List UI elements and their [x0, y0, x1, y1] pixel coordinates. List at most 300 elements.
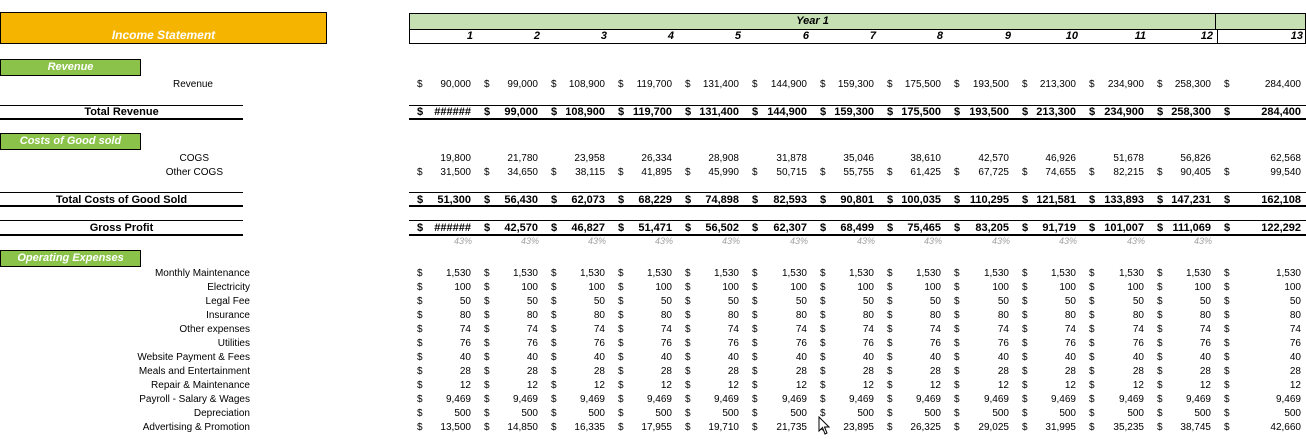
value-cell[interactable]	[610, 323, 677, 337]
value-cell[interactable]	[812, 78, 879, 92]
value-cell[interactable]	[1014, 323, 1081, 337]
value-cell[interactable]	[1014, 267, 1081, 281]
value-cell[interactable]	[879, 281, 946, 295]
row-label[interactable]: Depreciation	[193, 408, 250, 419]
value-cell[interactable]	[409, 407, 476, 421]
value-cell[interactable]	[610, 281, 677, 295]
value-cell[interactable]	[812, 323, 879, 337]
value-cell[interactable]	[744, 351, 812, 365]
value-cell[interactable]	[677, 323, 744, 337]
value-cell[interactable]	[1014, 309, 1081, 323]
income-statement-title-cell[interactable]	[0, 12, 327, 44]
row-label[interactable]: Monthly Maintenance	[154, 268, 250, 279]
gross-margin-percent[interactable]: 43%	[923, 236, 942, 246]
value-cell[interactable]	[677, 365, 744, 379]
value-cell[interactable]	[543, 379, 610, 393]
value-cell[interactable]	[1149, 337, 1216, 351]
value-cell[interactable]	[879, 78, 946, 92]
cell-value: 74	[862, 324, 874, 335]
value-cell[interactable]	[409, 379, 476, 393]
value-cell[interactable]	[610, 105, 677, 119]
value-cell[interactable]	[610, 337, 677, 351]
value-cell[interactable]	[812, 221, 879, 235]
month-header-3[interactable]: 3	[600, 30, 607, 42]
value-cell[interactable]	[1149, 379, 1216, 393]
value-cell[interactable]	[1081, 337, 1149, 351]
section-operating-expenses[interactable]: Operating Expenses	[0, 250, 141, 267]
value-cell[interactable]	[946, 105, 1014, 119]
value-cell[interactable]	[1216, 281, 1306, 295]
month-header-7[interactable]: 7	[869, 30, 876, 42]
gross-margin-percent[interactable]: 43%	[856, 236, 875, 246]
gross-margin-percent[interactable]: 43%	[1058, 236, 1077, 246]
value-cell[interactable]	[946, 351, 1014, 365]
value-cell[interactable]	[409, 152, 476, 166]
value-cell[interactable]	[409, 78, 476, 92]
value-cell[interactable]	[476, 152, 543, 166]
value-cell[interactable]	[677, 393, 744, 407]
value-cell[interactable]	[879, 267, 946, 281]
value-cell[interactable]	[543, 267, 610, 281]
currency-symbol: $	[685, 79, 691, 90]
value-cell[interactable]	[677, 281, 744, 295]
value-cell[interactable]	[1216, 351, 1306, 365]
gross-margin-percent[interactable]: 43%	[1126, 236, 1145, 246]
value-cell[interactable]	[946, 295, 1014, 309]
value-cell[interactable]	[1014, 407, 1081, 421]
value-cell[interactable]	[677, 105, 744, 119]
value-cell[interactable]	[744, 421, 812, 435]
gross-margin-percent[interactable]: 43%	[991, 236, 1010, 246]
value-cell[interactable]	[1081, 281, 1149, 295]
value-cell[interactable]	[409, 351, 476, 365]
value-cell[interactable]	[1081, 309, 1149, 323]
value-cell[interactable]	[946, 152, 1014, 166]
value-cell[interactable]	[879, 309, 946, 323]
value-cell[interactable]	[946, 221, 1014, 235]
value-cell[interactable]	[476, 267, 543, 281]
value-cell[interactable]	[879, 323, 946, 337]
value-cell[interactable]	[1149, 221, 1216, 235]
value-cell[interactable]	[879, 365, 946, 379]
value-cell[interactable]	[409, 281, 476, 295]
value-cell[interactable]	[1149, 105, 1216, 119]
value-cell[interactable]	[1081, 407, 1149, 421]
gross-margin-percent[interactable]: 43%	[654, 236, 673, 246]
value-cell[interactable]	[1216, 152, 1306, 166]
value-cell[interactable]	[677, 407, 744, 421]
value-cell[interactable]	[677, 309, 744, 323]
value-cell[interactable]	[744, 337, 812, 351]
section-cogs[interactable]: Costs of Good sold	[0, 133, 141, 150]
value-cell[interactable]	[677, 166, 744, 180]
value-cell[interactable]	[1216, 365, 1306, 379]
row-label[interactable]: Payroll - Salary & Wages	[139, 394, 250, 405]
value-cell[interactable]	[879, 407, 946, 421]
value-cell[interactable]	[610, 407, 677, 421]
value-cell[interactable]	[946, 421, 1014, 435]
value-cell[interactable]	[1216, 421, 1306, 435]
value-cell[interactable]	[1149, 309, 1216, 323]
value-cell[interactable]	[1014, 379, 1081, 393]
value-cell[interactable]	[744, 393, 812, 407]
value-cell[interactable]	[1014, 337, 1081, 351]
value-cell[interactable]	[946, 323, 1014, 337]
currency-symbol: $	[484, 282, 490, 293]
value-cell[interactable]	[1216, 166, 1306, 180]
value-cell[interactable]	[610, 221, 677, 235]
value-cell[interactable]	[744, 295, 812, 309]
value-cell[interactable]	[879, 421, 946, 435]
value-cell[interactable]	[812, 393, 879, 407]
value-cell[interactable]	[812, 152, 879, 166]
value-cell[interactable]	[946, 309, 1014, 323]
value-cell[interactable]	[946, 78, 1014, 92]
value-cell[interactable]	[812, 281, 879, 295]
gross-margin-percent[interactable]: 43%	[453, 236, 472, 246]
value-cell[interactable]	[879, 393, 946, 407]
value-cell[interactable]	[543, 421, 610, 435]
cell-value: 46,926	[1045, 153, 1076, 164]
value-cell[interactable]	[879, 351, 946, 365]
currency-symbol: $	[752, 222, 759, 234]
value-cell[interactable]	[1216, 379, 1306, 393]
value-cell[interactable]	[1014, 166, 1081, 180]
value-cell[interactable]	[409, 193, 476, 207]
value-cell[interactable]	[1014, 221, 1081, 235]
cell-value: 500	[454, 408, 471, 419]
value-cell[interactable]	[1149, 267, 1216, 281]
currency-symbol: $	[1089, 79, 1095, 90]
value-cell[interactable]	[476, 323, 543, 337]
value-cell[interactable]	[409, 365, 476, 379]
value-cell[interactable]	[409, 105, 476, 119]
value-cell[interactable]	[1149, 351, 1216, 365]
value-cell[interactable]	[677, 379, 744, 393]
value-cell[interactable]	[476, 379, 543, 393]
value-cell[interactable]	[1081, 193, 1149, 207]
value-cell[interactable]	[543, 393, 610, 407]
value-cell[interactable]	[1149, 421, 1216, 435]
month-header-11[interactable]: 11	[1134, 30, 1146, 42]
value-cell[interactable]	[476, 337, 543, 351]
value-cell[interactable]	[543, 281, 610, 295]
value-cell[interactable]	[610, 421, 677, 435]
row-label[interactable]: Other expenses	[179, 324, 250, 335]
cell-value: 13,500	[440, 422, 471, 433]
value-cell[interactable]	[610, 78, 677, 92]
value-cell[interactable]	[1081, 105, 1149, 119]
value-cell[interactable]	[409, 267, 476, 281]
value-cell[interactable]	[409, 323, 476, 337]
value-cell[interactable]	[1014, 281, 1081, 295]
value-cell[interactable]	[1149, 323, 1216, 337]
value-cell[interactable]	[610, 393, 677, 407]
value-cell[interactable]	[946, 337, 1014, 351]
value-cell[interactable]	[1014, 351, 1081, 365]
value-cell[interactable]	[1014, 365, 1081, 379]
month-header-12[interactable]: 12	[1200, 30, 1213, 42]
currency-symbol: $	[551, 380, 557, 391]
value-cell[interactable]	[879, 166, 946, 180]
value-cell[interactable]	[476, 393, 543, 407]
value-cell[interactable]	[610, 152, 677, 166]
value-cell[interactable]	[543, 351, 610, 365]
value-cell[interactable]	[543, 337, 610, 351]
value-cell[interactable]	[1216, 393, 1306, 407]
value-cell[interactable]	[1216, 407, 1306, 421]
value-cell[interactable]	[1081, 393, 1149, 407]
month-header-8[interactable]: 8	[936, 30, 943, 42]
value-cell[interactable]	[1149, 166, 1216, 180]
value-cell[interactable]	[543, 221, 610, 235]
value-cell[interactable]	[677, 193, 744, 207]
value-cell[interactable]	[812, 309, 879, 323]
value-cell[interactable]	[1149, 295, 1216, 309]
value-cell[interactable]	[744, 309, 812, 323]
value-cell[interactable]	[677, 267, 744, 281]
value-cell[interactable]	[543, 407, 610, 421]
value-cell[interactable]	[1014, 78, 1081, 92]
value-cell[interactable]	[1216, 309, 1306, 323]
value-cell[interactable]	[476, 78, 543, 92]
value-cell[interactable]	[1081, 152, 1149, 166]
value-cell[interactable]	[1216, 105, 1306, 119]
value-cell[interactable]	[1081, 421, 1149, 435]
gross-margin-percent[interactable]: 43%	[587, 236, 606, 246]
value-cell[interactable]	[543, 78, 610, 92]
value-cell[interactable]	[1149, 193, 1216, 207]
value-cell[interactable]	[744, 281, 812, 295]
value-cell[interactable]	[1149, 152, 1216, 166]
value-cell[interactable]	[812, 379, 879, 393]
value-cell[interactable]	[543, 295, 610, 309]
value-cell[interactable]	[610, 267, 677, 281]
cell-value: 100	[588, 282, 605, 293]
month-header-5[interactable]: 5	[734, 30, 741, 42]
value-cell[interactable]	[1014, 193, 1081, 207]
section-revenue[interactable]: Revenue	[0, 59, 141, 76]
value-cell[interactable]	[543, 365, 610, 379]
value-cell[interactable]	[1014, 421, 1081, 435]
value-cell[interactable]	[744, 365, 812, 379]
value-cell[interactable]	[946, 166, 1014, 180]
row-label[interactable]: Gross Profit	[89, 222, 154, 234]
value-cell[interactable]	[610, 295, 677, 309]
gross-margin-percent[interactable]: 43%	[520, 236, 539, 246]
gross-margin-percent[interactable]: 43%	[1193, 236, 1212, 246]
row-label[interactable]: Utilities	[217, 338, 250, 349]
cell-value: 159,300	[837, 79, 874, 90]
value-cell[interactable]	[744, 407, 812, 421]
value-cell[interactable]	[1216, 221, 1306, 235]
value-cell[interactable]	[409, 221, 476, 235]
value-cell[interactable]	[1081, 166, 1149, 180]
row-label[interactable]: Electricity	[207, 282, 250, 293]
value-cell[interactable]	[1149, 281, 1216, 295]
cell-value: 12	[1199, 380, 1211, 391]
value-cell[interactable]	[812, 351, 879, 365]
value-cell[interactable]	[744, 221, 812, 235]
value-cell[interactable]	[543, 166, 610, 180]
value-cell[interactable]	[1216, 323, 1306, 337]
month-header-13[interactable]: 13	[1290, 30, 1303, 42]
value-cell[interactable]	[543, 105, 610, 119]
value-cell[interactable]	[476, 281, 543, 295]
value-cell[interactable]	[610, 365, 677, 379]
value-cell[interactable]	[476, 105, 543, 119]
value-cell[interactable]	[1081, 323, 1149, 337]
value-cell[interactable]	[1081, 365, 1149, 379]
value-cell[interactable]	[1149, 407, 1216, 421]
value-cell[interactable]	[476, 193, 543, 207]
value-cell[interactable]	[677, 337, 744, 351]
value-cell[interactable]	[1014, 105, 1081, 119]
value-cell[interactable]	[543, 323, 610, 337]
currency-symbol: $	[820, 268, 826, 279]
value-cell[interactable]	[879, 193, 946, 207]
value-cell[interactable]	[1081, 351, 1149, 365]
value-cell[interactable]	[409, 421, 476, 435]
value-cell[interactable]	[812, 267, 879, 281]
value-cell[interactable]	[812, 337, 879, 351]
value-cell[interactable]	[946, 281, 1014, 295]
row-label[interactable]: Legal Fee	[205, 296, 250, 307]
value-cell[interactable]	[812, 166, 879, 180]
value-cell[interactable]	[1014, 295, 1081, 309]
value-cell[interactable]	[946, 365, 1014, 379]
value-cell[interactable]	[677, 351, 744, 365]
value-cell[interactable]	[476, 365, 543, 379]
value-cell[interactable]	[610, 193, 677, 207]
value-cell[interactable]	[1216, 193, 1306, 207]
row-label[interactable]: Insurance	[206, 310, 250, 321]
value-cell[interactable]	[946, 193, 1014, 207]
value-cell[interactable]	[879, 379, 946, 393]
value-cell[interactable]	[744, 379, 812, 393]
value-cell[interactable]	[1149, 78, 1216, 92]
value-cell[interactable]	[476, 351, 543, 365]
value-cell[interactable]	[677, 152, 744, 166]
row-label[interactable]: Total Revenue	[84, 106, 159, 118]
value-cell[interactable]	[1149, 393, 1216, 407]
value-cell[interactable]	[1216, 267, 1306, 281]
month-header-1[interactable]: 1	[466, 30, 473, 42]
value-cell[interactable]	[610, 309, 677, 323]
value-cell[interactable]	[610, 379, 677, 393]
value-cell[interactable]	[677, 221, 744, 235]
mouse-cursor-icon	[818, 416, 832, 436]
value-cell[interactable]	[812, 365, 879, 379]
row-label[interactable]: Meals and Entertainment	[138, 366, 250, 377]
value-cell[interactable]	[1081, 267, 1149, 281]
value-cell[interactable]	[1216, 295, 1306, 309]
value-cell[interactable]	[1216, 78, 1306, 92]
month-header-10[interactable]: 10	[1065, 30, 1078, 42]
row-label[interactable]: Revenue	[172, 79, 213, 90]
value-cell[interactable]	[1014, 393, 1081, 407]
value-cell[interactable]	[744, 152, 812, 166]
value-cell[interactable]	[744, 267, 812, 281]
value-cell[interactable]	[409, 295, 476, 309]
value-cell[interactable]	[409, 166, 476, 180]
value-cell[interactable]	[677, 421, 744, 435]
value-cell[interactable]	[409, 337, 476, 351]
value-cell[interactable]	[879, 221, 946, 235]
value-cell[interactable]	[744, 105, 812, 119]
value-cell[interactable]	[879, 337, 946, 351]
value-cell[interactable]	[812, 105, 879, 119]
value-cell[interactable]	[946, 393, 1014, 407]
value-cell[interactable]	[409, 309, 476, 323]
value-cell[interactable]	[744, 78, 812, 92]
month-header-2[interactable]: 2	[533, 30, 540, 42]
value-cell[interactable]	[543, 152, 610, 166]
value-cell[interactable]	[1081, 295, 1149, 309]
value-cell[interactable]	[946, 267, 1014, 281]
value-cell[interactable]	[476, 421, 543, 435]
row-label[interactable]: Repair & Maintenance	[151, 380, 250, 391]
value-cell[interactable]	[677, 78, 744, 92]
value-cell[interactable]	[610, 351, 677, 365]
value-cell[interactable]	[1149, 365, 1216, 379]
value-cell[interactable]	[476, 166, 543, 180]
value-cell[interactable]	[543, 193, 610, 207]
value-cell[interactable]	[946, 379, 1014, 393]
row-label[interactable]: Advertising & Promotion	[142, 422, 250, 433]
month-header-9[interactable]: 9	[1004, 30, 1011, 42]
cell-value: 62,307	[773, 222, 807, 234]
value-cell[interactable]	[476, 407, 543, 421]
year-header-cell-next[interactable]	[1216, 13, 1306, 30]
value-cell[interactable]	[879, 105, 946, 119]
value-cell[interactable]	[879, 295, 946, 309]
value-cell[interactable]	[879, 152, 946, 166]
currency-symbol: $	[887, 352, 893, 363]
row-label[interactable]: Total Costs of Good Sold	[55, 194, 188, 206]
value-cell[interactable]	[409, 393, 476, 407]
value-cell[interactable]	[476, 295, 543, 309]
row-label[interactable]: COGS	[179, 153, 209, 164]
month-header-4[interactable]: 4	[667, 30, 674, 42]
value-cell[interactable]	[744, 323, 812, 337]
year-header-cell[interactable]: Year 1	[409, 13, 1216, 30]
gross-margin-percent[interactable]: 43%	[789, 236, 808, 246]
value-cell[interactable]	[677, 295, 744, 309]
value-cell[interactable]	[1081, 379, 1149, 393]
row-label[interactable]: Website Payment & Fees	[137, 352, 250, 363]
currency-symbol: $	[1224, 324, 1230, 335]
row-label[interactable]: Other COGS	[165, 167, 223, 178]
value-cell[interactable]	[812, 193, 879, 207]
value-cell[interactable]	[946, 407, 1014, 421]
value-cell[interactable]	[1081, 221, 1149, 235]
value-cell[interactable]	[476, 309, 543, 323]
month-header-6[interactable]: 6	[802, 30, 809, 42]
value-cell[interactable]	[1081, 78, 1149, 92]
currency-symbol: $	[887, 380, 893, 391]
gross-margin-percent[interactable]: 43%	[721, 236, 740, 246]
value-cell[interactable]	[1014, 152, 1081, 166]
value-cell[interactable]	[744, 193, 812, 207]
cell-value: 12	[1064, 380, 1076, 391]
value-cell[interactable]	[744, 166, 812, 180]
value-cell[interactable]	[476, 221, 543, 235]
value-cell[interactable]	[1216, 337, 1306, 351]
value-cell[interactable]	[543, 309, 610, 323]
value-cell[interactable]	[812, 295, 879, 309]
value-cell[interactable]	[610, 166, 677, 180]
